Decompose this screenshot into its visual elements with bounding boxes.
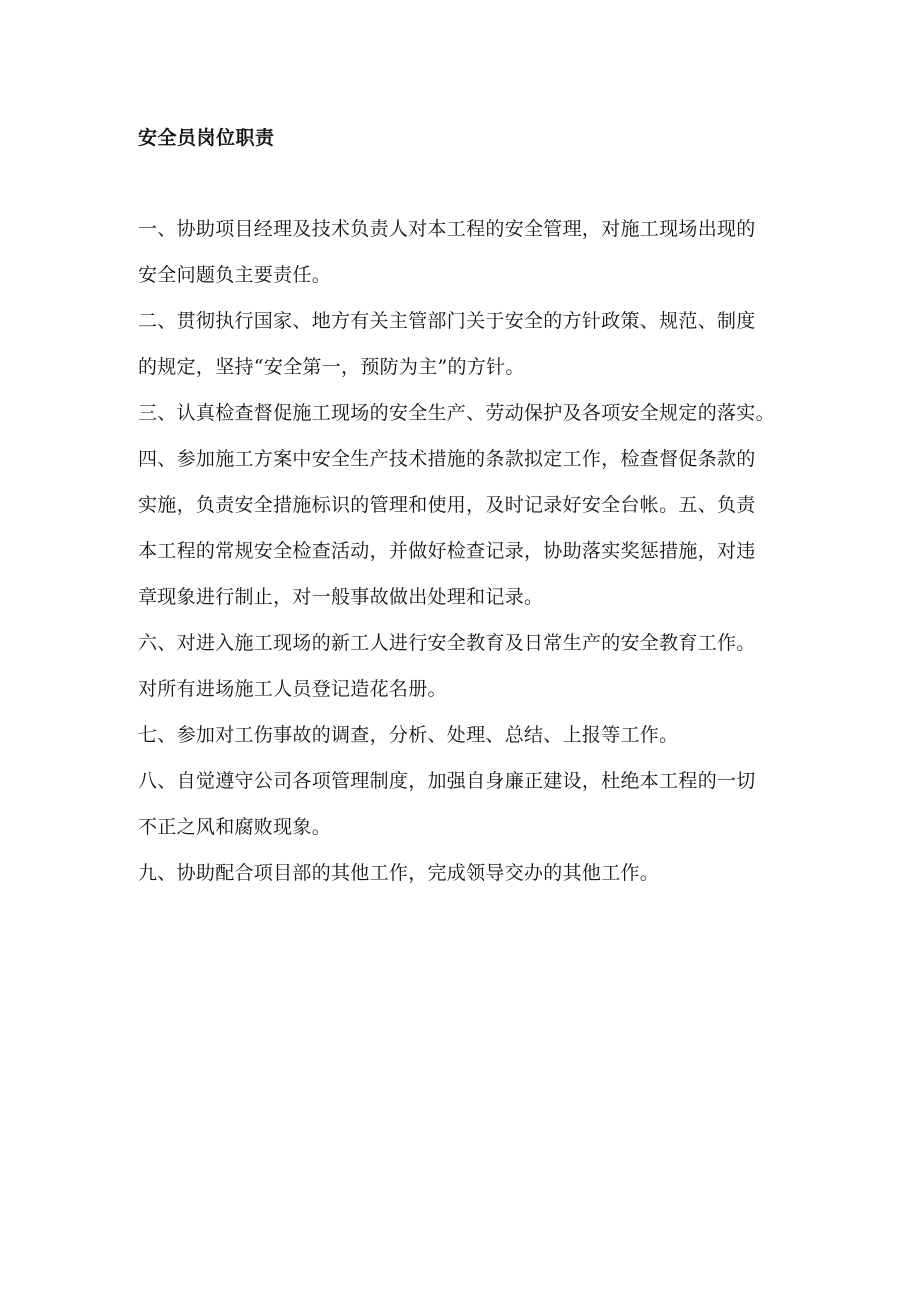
- text-line-11: 对所有进场施工人员登记造花名册。: [138, 678, 447, 700]
- text-line-12: 七、参加对工伤事故的调查，分析、处理、总结、上报等工作。: [138, 724, 679, 746]
- text-line-15: 九、协助配合项目部的其他工作，完成领导交办的其他工作。: [138, 862, 660, 884]
- text-line-1: 一、协助项目经理及技术负责人对本工程的安全管理，对施工现场出现的: [138, 218, 756, 240]
- text-line-7: 实施，负责安全措施标识的管理和使用，及时记录好安全台帐。五、负责: [138, 494, 756, 516]
- text-line-10: 六、对进入施工现场的新工人进行安全教育及日常生产的安全教育工作。: [138, 632, 756, 654]
- document-title: 安全员岗位职责: [138, 127, 275, 149]
- text-line-5: 三、认真检查督促施工现场的安全生产、劳动保护及各项安全规定的落实。: [138, 402, 775, 424]
- text-line-13: 八、自觉遵守公司各项管理制度，加强自身廉正建设，杜绝本工程的一切: [138, 770, 756, 792]
- text-line-14: 不正之风和腐败现象。: [138, 816, 332, 838]
- text-line-9: 章现象进行制止，对一般事故做出处理和记录。: [138, 586, 544, 608]
- text-line-2: 安全问题负主要责任。: [138, 264, 332, 286]
- text-line-3: 二、贯彻执行国家、地方有关主管部门关于安全的方针政策、规范、制度: [138, 310, 756, 332]
- document-body: [138, 211, 798, 901]
- text-line-8: 本工程的常规安全检查活动，并做好检查记录，协助落实奖惩措施，对违: [138, 540, 756, 562]
- text-line-6: 四、参加施工方案中安全生产技术措施的条款拟定工作，检查督促条款的: [138, 448, 756, 470]
- text-line-4: 的规定，坚持“安全第一，预防为主”的方针。: [138, 356, 525, 378]
